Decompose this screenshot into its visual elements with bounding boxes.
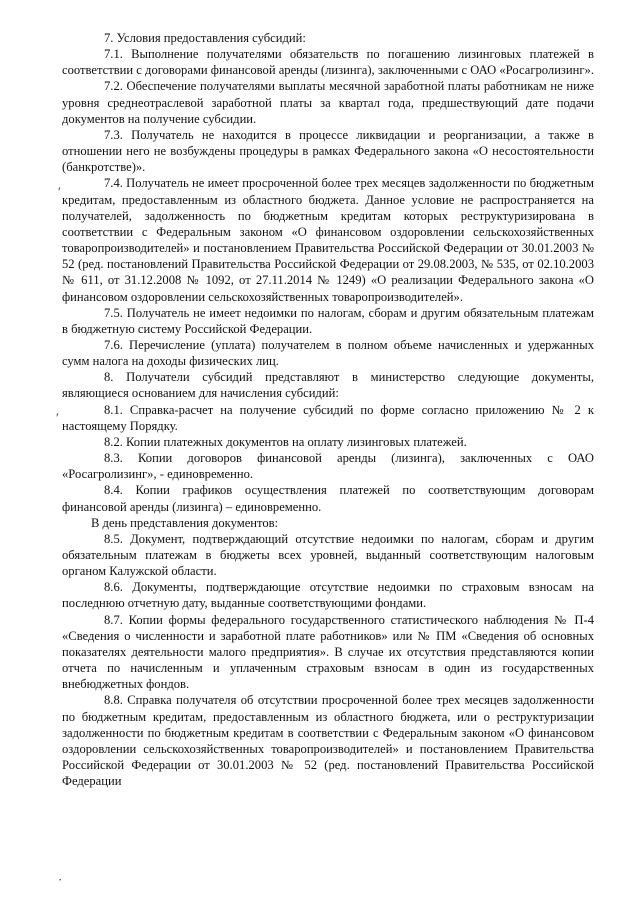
paragraph-8-4: 8.4. Копии графиков осуществления платежей по соответствующим договорам финансовой аренды (лизинга) – единовременно. xyxy=(62,483,594,514)
paragraph-8-7: 8.7. Копии формы федерального государственного статистического наблюдения № П-4 «Сведения о численности и заработной плате работников» или № ПМ «Сведения об основных показателях деятельности малого предприятия». В случае их отсутствия представляются копии отчета по начисленным и уплаченным страховым взносам в один из государственных внебюджетных фондов. xyxy=(62,612,594,692)
paragraph-7-1: 7.1. Выполнение получателями обязательств по погашению лизинговых платежей в соответствии с договорами финансовой аренды (лизинга), заключенными с ОАО «Росагролизинг». xyxy=(62,47,594,78)
paragraph-7-3: 7.3. Получатель не находится в процессе ликвидации и реорганизации, а также в отношении него не возбуждены процедуры в рамках Федерального закона «О несостоятельности (банкротстве)». xyxy=(62,127,594,175)
scan-mark: · xyxy=(58,872,63,887)
submission-day-heading: В день представления документов: xyxy=(91,515,279,530)
paragraph-7-6: 7.6. Перечисление (уплата) получателем в полном объеме начисленных и удержанных сумм налога на доходы физических лиц. xyxy=(62,337,594,369)
paragraph-8-1: 8.1. Справка-расчет на получение субсидий по форме согласно приложению № 2 к настоящему Порядку. xyxy=(62,402,594,433)
paragraph-8-5: 8.5. Документ, подтверждающий отсутствие недоимки по налогам, сборам и другим обязательным платежам в бюджеты всех уровней, выданный соответствующим налоговым органом Калужской области. xyxy=(62,531,594,579)
paragraph-8-3: 8.3. Копии договоров финансовой аренды (лизинга), заключенных с ОАО «Росагролизинг», - единовременно. xyxy=(62,451,594,482)
scan-mark: ′ xyxy=(58,184,61,199)
paragraph-8-8: 8.8. Справка получателя об отсутствии просроченной более трех месяцев задолженности по бюджетным кредитам, предоставленным из областного бюджета, или о реструктуризации задолженности по бюджетным кредитам в соответствии с Федеральным законом «О финансовом оздоровлении сельскохозяйственных товаропроизводителей» и постановлением Правительства Российской Федерации от 30.01.2003 № 52 (ред. постановлений Правительства Российской Федерации xyxy=(62,693,594,789)
paragraph-7-4: 7.4. Получатель не имеет просроченной более трех месяцев задолженности по бюджетным кредитам, предоставленным из областного бюджета. Данное условие не распространяется на получателей, задолженность по бюджетным кредитам которых реструктуризирована в соответствии с Федеральным законом «О финансовом оздоровлении сельскохозяйственных товаропроизводителей» и постановлением Правительства Российской Федерации от 30.01.2003 № 52 (ред. постановлений Правительства Российской Федерации от 29.08.2003, № 535, от 02.10.2003 № 611, от 31.12.2008 № 1092, от 27.11.2014 № 1249) «О реализации Федерального закона «О финансовом оздоровлении сельскохозяйственных товаропроизводителей». xyxy=(62,176,594,304)
paragraph-7-2: 7.2. Обеспечение получателями выплаты месячной заработной платы работникам не ниже уровня среднеотраслевой заработной платы за квартал года, предшествующий дате подачи документов на получение субсидии. xyxy=(62,79,594,126)
scan-mark: ′ xyxy=(56,410,59,425)
paragraph-8-2: 8.2. Копии платежных документов на оплату лизинговых платежей. xyxy=(104,434,467,449)
paragraph-8-6: 8.6. Документы, подтверждающие отсутствие недоимки по страховым взносам на последнюю отчетную дату, выданные соответствующими фондами. xyxy=(62,580,594,611)
document-body xyxy=(62,30,594,789)
paragraph-7-5: 7.5. Получатель не имеет недоимки по налогам, сборам и другим обязательным платежам в бюджетную систему Российской Федерации. xyxy=(62,305,594,336)
section-7-heading: 7. Условия предоставления субсидий: xyxy=(104,31,306,45)
section-8-heading: 8. Получатели субсидий представляют в министерство следующие документы, являющиеся основанием для начисления субсидий: xyxy=(62,370,594,401)
